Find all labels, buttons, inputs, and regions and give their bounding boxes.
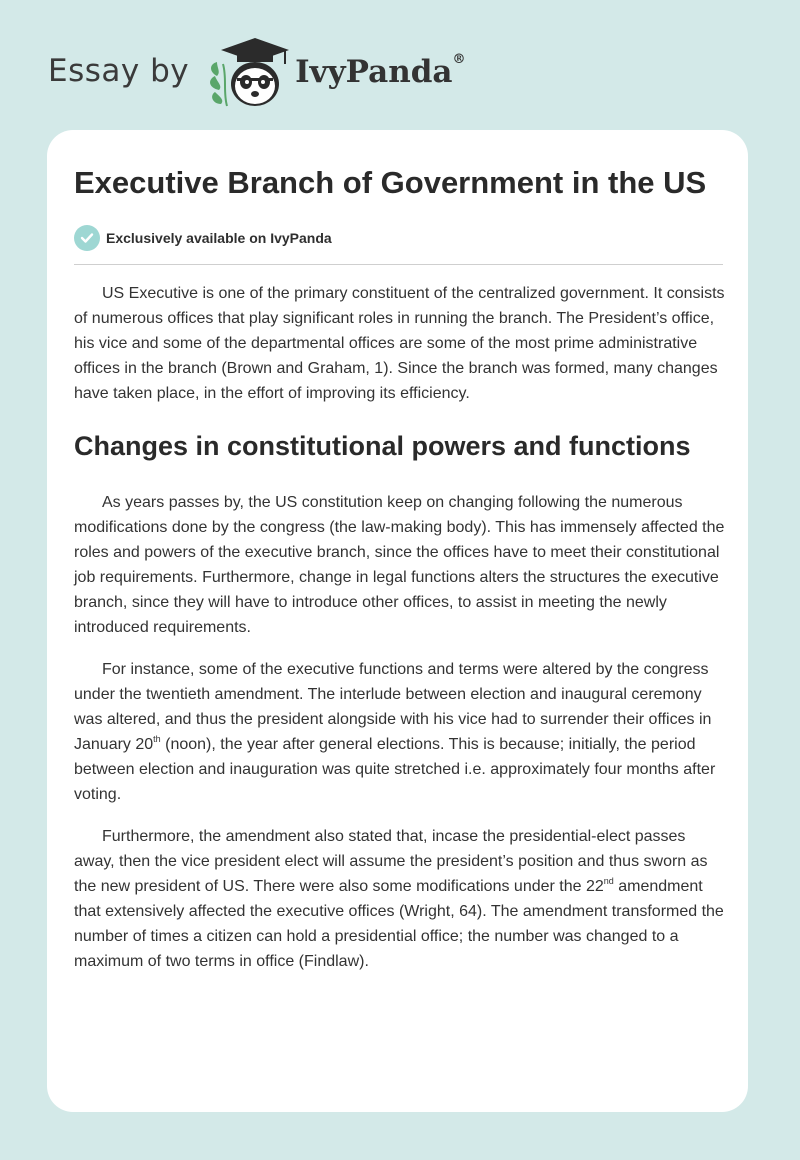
superscript-th: th: [153, 734, 161, 744]
section-heading: Changes in constitutional powers and functions: [74, 431, 691, 461]
exclusive-badge: [74, 224, 722, 252]
superscript-nd: nd: [603, 876, 614, 886]
body-paragraph-2: For instance, some of the executive functions and terms were altered by the congress under the twentieth amendment. The interlude between election and inaugural ceremony was altered, and thus the president alongside with his vice had to surrender their offices in January 20th (noon), the year after general elections. This is because; initially, the period between election and inauguration was quite stretched i.e. approximately four months after voting.: [74, 661, 716, 803]
badge-label: Exclusively available on IvyPanda: [106, 230, 332, 246]
essay-card: [47, 130, 748, 1112]
brand-name[interactable]: IvyPanda®: [295, 52, 466, 90]
registered-mark: ®: [452, 52, 466, 67]
body-paragraph-1: As years passes by, the US constitution keep on changing following the numerous modifications done by the congress (the law-making body). This has immensely affected the roles and powers of the executive branch, since the offices have to meet their constitutional job requirements. Furthermore, change in legal functions alters the structures the executive branch, since they will have to introduce other offices, to assist in meeting the newly introduced requirements.: [74, 494, 725, 636]
divider: [74, 264, 723, 265]
essay-by-label: Essay by: [48, 53, 190, 89]
ivypanda-logo-icon[interactable]: [203, 36, 295, 112]
checkmark-icon: [74, 225, 100, 251]
body-paragraph-3: Furthermore, the amendment also stated that, incase the presidential-elect passes away, then the vice president elect will assume the president’s position and thus sworn as the new president of US. There were also some modifications under the 22nd amendment that extensively affected the executive offices (Wright, 64). The amendment transformed the number of times a citizen can hold a presidential office; the number was changed to a maximum of two terms in office (Findlaw).: [74, 828, 724, 970]
essay-title: Executive Branch of Government in the US: [74, 165, 707, 200]
site-header: [48, 34, 466, 114]
intro-paragraph: US Executive is one of the primary constituent of the centralized government. It consists of numerous offices that play significant roles in running the branch. The President’s office, his vice and some of the departmental offices are some of the most prime administrative offices in the branch (Brown and Graham, 1). Since the branch was formed, many changes have taken place, in the effort of improving its efficiency.: [74, 285, 725, 402]
